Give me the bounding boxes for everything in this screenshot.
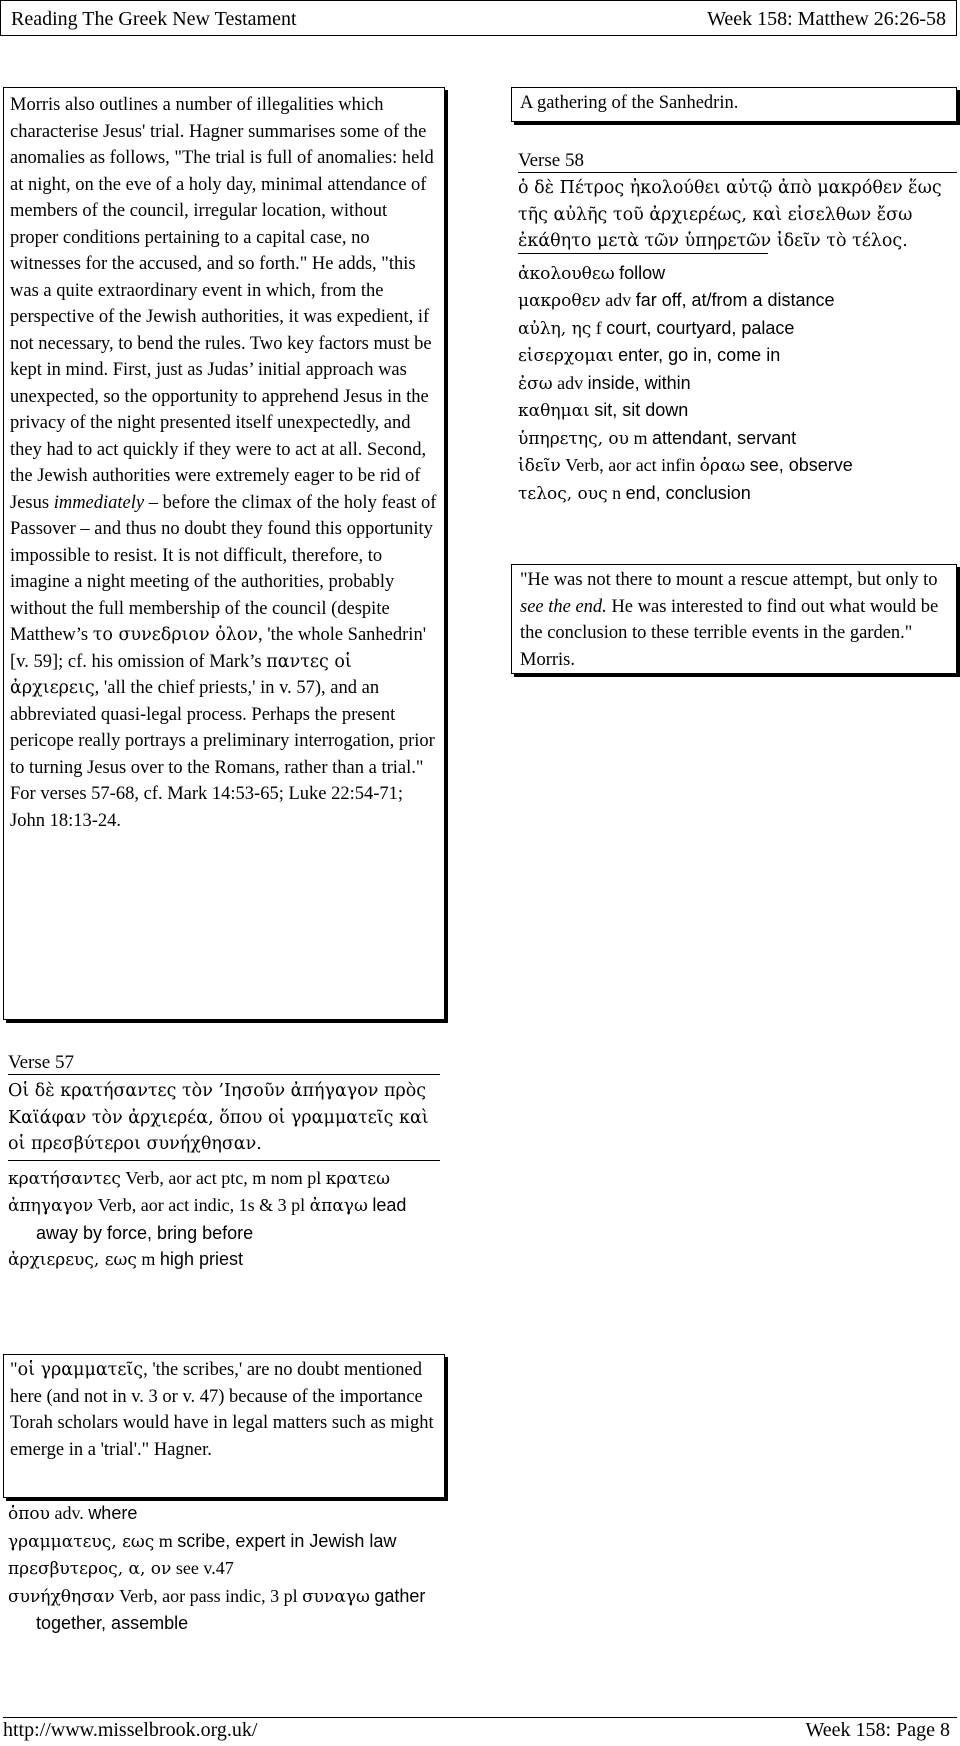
- vocab-gloss: court, courtyard, palace: [606, 317, 795, 338]
- vocab-grammar: Verb, aor pass indic, 3 pl: [119, 1585, 298, 1606]
- verse-58-greek-text: ὁ δὲ Πέτρος ἠκολούθει αὐτῷ ἀπὸ μακρόθεν ἕως τῆς αὐλῆς τοῦ ἀρχιερέως, καὶ εἰσελθων ἔσω ἐκάθητο μετὰ τῶν ὑπηρετῶν ἰδεῖν τὸ τέλος.: [518, 178, 942, 251]
- vocab-entry: [8, 1246, 445, 1274]
- vocab-grammar: n: [612, 482, 622, 503]
- sanhedrin-caption: A gathering of the Sanhedrin.: [520, 93, 739, 113]
- vocab-gloss: far off, at/from a distance: [635, 290, 835, 310]
- vocab-grammar: adv: [605, 290, 632, 310]
- vocab-gloss: scribe, expert in Jewish law: [177, 1530, 397, 1551]
- vocab-gloss: sit, sit down: [594, 400, 689, 420]
- vocab-entry: [8, 1192, 445, 1246]
- vocab-entry: [8, 1583, 445, 1637]
- vocab-gloss: gather together, assemble: [36, 1585, 426, 1633]
- vocab-grammar: f: [595, 317, 602, 338]
- vocab-gloss: end, conclusion: [625, 482, 751, 503]
- vocab-greek-word: ὑπηρετης, ου: [518, 428, 629, 449]
- morris-text-2: – before the climax of the holy feast of Passover – and thus no doubt they found this opportunity impossible to resist. It is not difficult, therefore, to imagine a night meeting of the authorities, probably without the full membership of the council (despite Matthew’s: [10, 492, 437, 645]
- rescue-text-1: "He was not there to mount a rescue attempt, but only to: [520, 570, 938, 590]
- scribes-text: , 'the scribes,' are no doubt mentioned here (and not in v. 3 or v. 47) because of the importance Torah scholars would have in legal matters such as might emerge in a 'trial'." Hagner.: [10, 1360, 434, 1460]
- morris-paragraph: [10, 92, 438, 781]
- vocab-entry: [518, 425, 957, 453]
- vocab-greek-word: ἰδεῖν: [518, 456, 561, 476]
- vocab-greek-word: τελος, ους: [518, 483, 608, 504]
- vocab-gloss: where: [88, 1503, 138, 1523]
- vocab-greek-word: γραμματευς, εως: [8, 1531, 155, 1552]
- header-title: Reading The Greek New Testament: [11, 8, 297, 30]
- vocab-entry: [518, 480, 957, 508]
- vocab-lexical-form: ἀπαγω: [309, 1196, 368, 1216]
- morris-text-1: Morris also outlines a number of illegalities which characterise Jesus' trial. Hagner summarises some of the anomalies as follows, "The trial is full of anomalies: held at night, on the eve of a holy day, minimal attendance of members of the council, irregular location, without proper conditions pertaining to a capital case, no witnesses for the accused, and so forth." He adds, "this was a quite extraordinary event in which, from the perspective of the Jewish authorities, it was expedient, if not necessary, to bend the rules. Two key factors must be kept in mind. First, just as Judas’ initial approach was unexpected, so the opportunity to apprehend Jesus in the privacy of the night presented itself unexpectedly, and they had to act quickly if they were to act at all. Second, the Jewish authorities were extremely eager to be rid of Jesus: [10, 95, 434, 513]
- sanhedrin-caption-box: [511, 87, 957, 122]
- vocab-grammar: Verb, aor act indic, 1s & 3 pl: [97, 1195, 306, 1215]
- vocab-grammar: Verb, aor act infin: [565, 455, 696, 475]
- vocab-entry: [8, 1165, 445, 1193]
- vocab-entry: [518, 342, 957, 370]
- vocab-lexical-form: συναγω: [302, 1586, 370, 1607]
- vocab-greek-word: ἐσω: [518, 373, 553, 394]
- vocab-greek-word: αὐλη, ης: [518, 318, 592, 339]
- verse-57-heading-underline: [8, 1074, 440, 1075]
- vocab-grammar: adv.: [54, 1503, 84, 1523]
- vocab-gloss: high priest: [159, 1249, 243, 1269]
- rescue-italic: see the end.: [520, 596, 607, 617]
- morris-commentary-box: [3, 87, 445, 1020]
- vocab-grammar: m: [633, 427, 648, 448]
- footer-url[interactable]: http://www.misselbrook.org.uk/: [3, 1719, 258, 1741]
- morris-greek-1: το συνεδριον ὁλον: [92, 625, 259, 645]
- vocab-gloss: inside, within: [587, 372, 691, 393]
- vocab-greek-word: κρατήσαντες: [8, 1168, 121, 1189]
- vocab-entry: [8, 1555, 445, 1583]
- verse-57-underline: [8, 1160, 440, 1161]
- vocab-gloss: follow: [619, 262, 666, 283]
- vocab-greek-word: ἀπηγαγον: [8, 1196, 94, 1216]
- vocab-gloss: see, observe: [749, 455, 853, 475]
- footer-page-number: Week 158: Page 8: [805, 1719, 950, 1741]
- morris-italic: immediately: [53, 492, 145, 513]
- vocab-greek-word: εἰσερχομαι: [518, 346, 614, 366]
- rescue-text-2: He was interested to find out what would be the conclusion to these terrible events in the garden." Morris.: [520, 596, 939, 670]
- verse-58-heading: Verse 58: [518, 150, 957, 173]
- vocab-gloss: attendant, servant: [652, 427, 797, 448]
- vocab-greek-word: ἀκολουθεω: [518, 263, 615, 284]
- vocab-grammar: m: [158, 1530, 173, 1551]
- vocab-gloss: lead away by force, bring before: [36, 1195, 407, 1243]
- vocab-entry: [8, 1500, 445, 1528]
- vocab-entry: [518, 452, 957, 480]
- vocab-greek-word: καθημαι: [518, 401, 590, 421]
- morris-text-3: , 'the whole Sanhedrin' [v. 59]; cf. his omission of Mark’s: [10, 625, 427, 672]
- vocab-entry: [518, 315, 957, 343]
- vocab-grammar: Verb, aor act ptc, m nom pl: [125, 1167, 322, 1188]
- vocab-greek-word: ἀρχιερευς, εως: [8, 1250, 137, 1270]
- vocab-grammar: m: [141, 1249, 156, 1269]
- vocab-greek-word: μακροθεν: [518, 291, 601, 311]
- verse-57-greek-text: Οἱ δὲ κρατήσαντες τὸν ’Ιησοῦν ἀπήγαγον πρὸς Καϊάφαν τὸν ἀρχιερέα, ὅπου οἱ γραμματεῖς καὶ οἱ πρεσβύτεροι συνήχθησαν.: [8, 1081, 429, 1154]
- verse-57-heading: Verse 57: [8, 1052, 74, 1073]
- scribes-greek: οἱ γραμματεῖς: [17, 1360, 144, 1380]
- verse-58-vocab-list: [518, 260, 957, 508]
- parallel-references: For verses 57-68, cf. Mark 14:53-65; Luke 22:54-71; John 18:13-24.: [10, 784, 404, 831]
- morris-text-4: , 'all the chief priests,' in v. 57), and an abbreviated quasi-legal process. Perhaps the present pericope really portrays a preliminary interrogation, prior to turning Jesus over to the Romans, rather than a trial.": [10, 678, 435, 778]
- vocab-entry: [8, 1528, 445, 1556]
- hagner-scribes-box: "οἱ γραμματεῖς, 'the scribes,' are no doubt mentioned here (and not in v. 3 or v. 47) because of the importance Torah scholars would have in legal matters such as might emerge in a 'trial'." Hagner.: [3, 1354, 445, 1498]
- vocab-lexical-form: ὁραω: [699, 456, 746, 476]
- verse-57-vocab-list-2: [8, 1500, 445, 1637]
- header-week: Week 158: Matthew 26:26-58: [707, 8, 946, 30]
- morris-rescue-quote-box: [511, 564, 957, 674]
- verse-58-section: [518, 150, 957, 507]
- vocab-greek-word: ὁπου: [8, 1504, 50, 1524]
- vocab-entry: [518, 370, 957, 398]
- footer-rule: [3, 1717, 957, 1718]
- verse-57-section: [8, 1052, 445, 1274]
- vocab-entry: [518, 397, 957, 425]
- vocab-lexical-form: κρατεω: [325, 1168, 390, 1189]
- vocab-entry: [518, 260, 957, 288]
- vocab-grammar: see v.47: [175, 1558, 234, 1578]
- vocab-entry: [518, 287, 957, 315]
- page-header: [0, 0, 957, 36]
- verse-57-vocab-list-1: [8, 1165, 445, 1274]
- morris-greek-2: παντες οἱ ἀρχιερεις: [10, 651, 352, 698]
- vocab-greek-word: συνήχθησαν: [8, 1586, 115, 1607]
- vocab-greek-word: πρεσβυτερος, α, ον: [8, 1559, 172, 1579]
- vocab-grammar: adv: [557, 372, 584, 393]
- vocab-gloss: enter, go in, come in: [618, 345, 781, 365]
